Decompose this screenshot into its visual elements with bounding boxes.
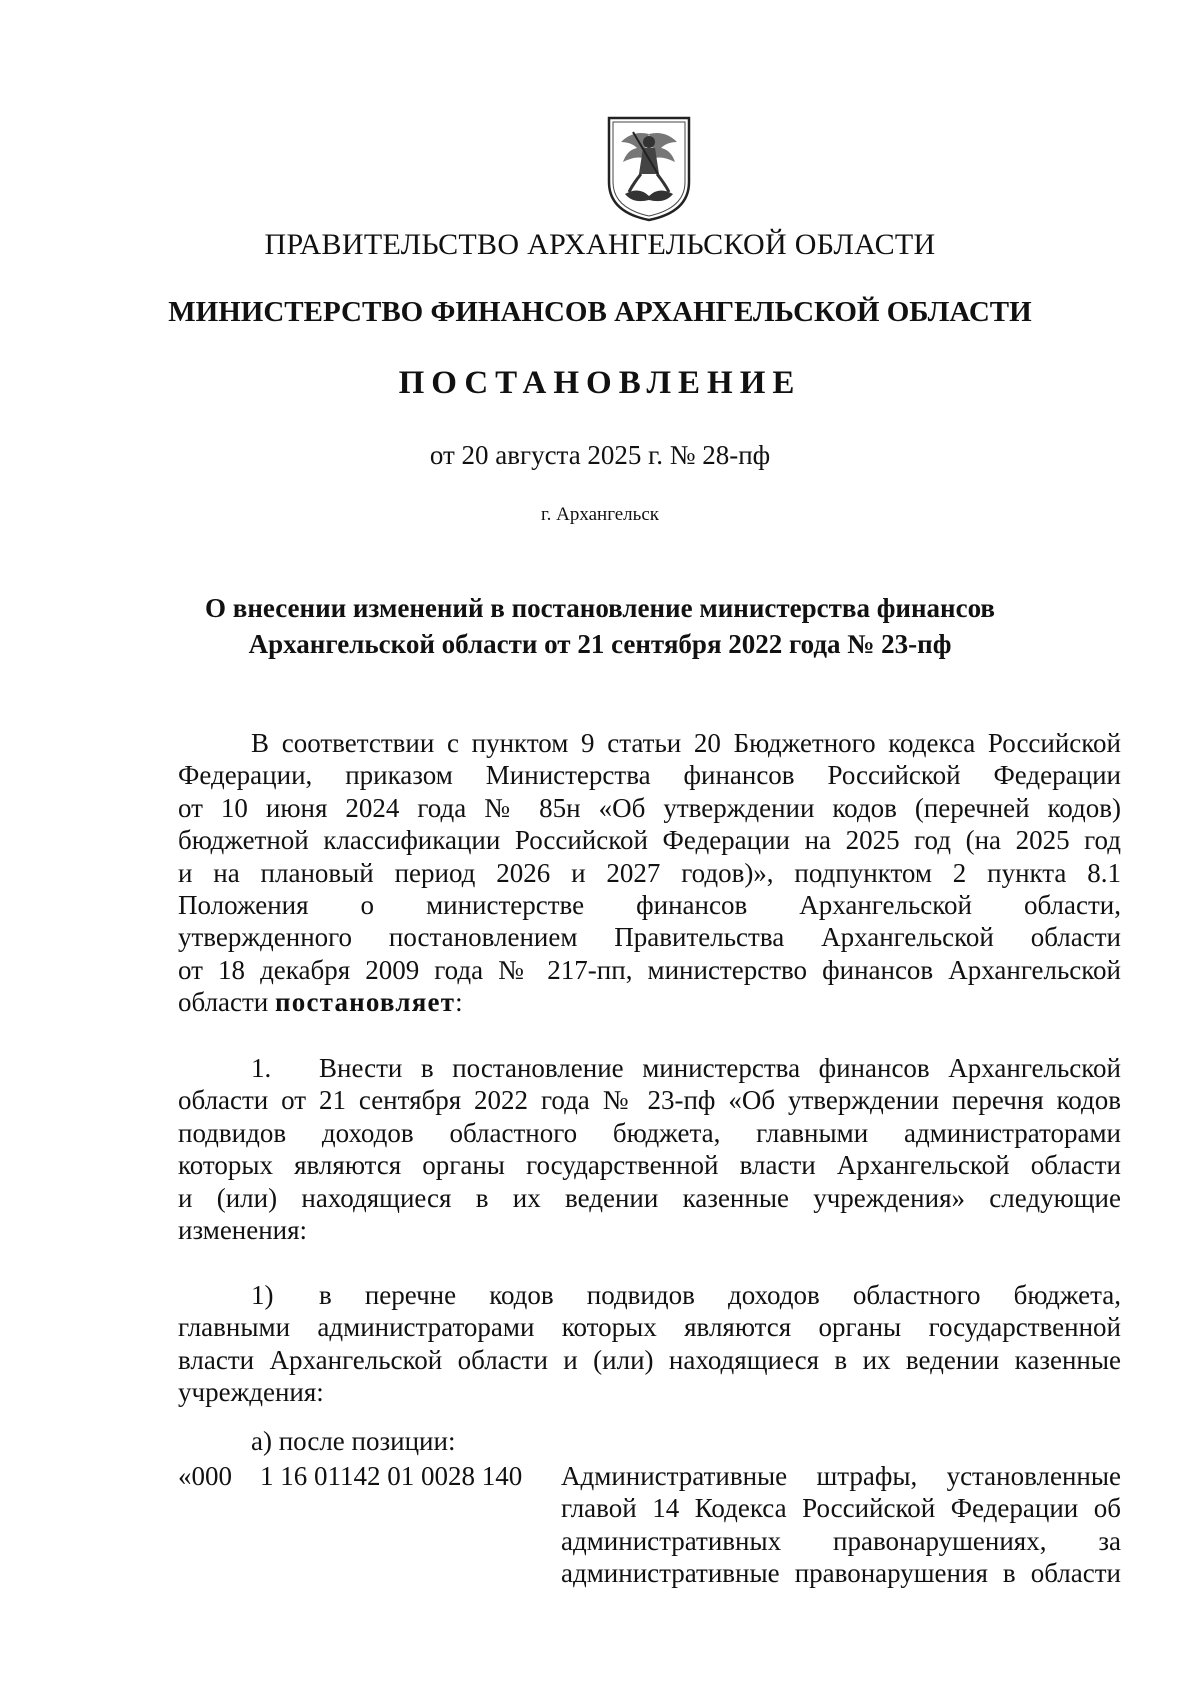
document-type-title: ПОСТАНОВЛЕНИЕ bbox=[398, 365, 802, 401]
paragraph-line: и (или) находящиеся в их ведении казенные учреждения» следующие bbox=[178, 1182, 1121, 1213]
paragraph-line: Федерации, приказом Министерства финансов Российской Федерации bbox=[178, 760, 1121, 791]
document-subject bbox=[0, 590, 1200, 662]
line-text: области bbox=[178, 987, 276, 1018]
item-number: 1) bbox=[251, 1280, 274, 1310]
subitem-a-label: а) после позиции: bbox=[251, 1426, 456, 1456]
subject-line: Архангельской области от 21 сентября 2022 года № 23-пф bbox=[248, 629, 952, 659]
document-date-number: от 20 августа 2025 г. № 28-пф bbox=[429, 440, 771, 470]
paragraph-line bbox=[178, 1052, 1121, 1084]
subject-line: О внесении изменений в постановление министерства финансов bbox=[205, 593, 995, 623]
intro-paragraph bbox=[178, 727, 1121, 1019]
paragraph-line: изменения: bbox=[178, 1214, 308, 1245]
paragraph-line: учреждения: bbox=[178, 1377, 324, 1408]
item-number: 1. bbox=[251, 1053, 272, 1083]
document-place: г. Архангельск bbox=[540, 504, 659, 525]
resolves-keyword: постановляет bbox=[275, 987, 456, 1018]
item-1-1-paragraph bbox=[178, 1279, 1121, 1409]
paragraph-line bbox=[178, 986, 1121, 1018]
paragraph-line: В соответствии с пунктом 9 статьи 20 Бюджетного кодекса Российской bbox=[251, 728, 1121, 758]
description-line: административных правонарушениях, за bbox=[561, 1525, 1121, 1556]
paragraph-line bbox=[178, 1279, 1121, 1311]
budget-code-description bbox=[561, 1460, 1121, 1590]
paragraph-line: главными администраторами которых являются органы государственной bbox=[178, 1312, 1121, 1343]
description-line: административные правонарушения в области bbox=[561, 1558, 1121, 1589]
coat-of-arms-emblem bbox=[603, 112, 695, 224]
item-1-paragraph bbox=[178, 1052, 1121, 1246]
paragraph-line: от 10 июня 2024 года № 85н «Об утверждении кодов (перечней кодов) bbox=[178, 792, 1121, 823]
government-title: ПРАВИТЕЛЬСТВО АРХАНГЕЛЬСКОЙ ОБЛАСТИ bbox=[264, 228, 936, 261]
paragraph-line: которых являются органы государственной власти Архангельской области bbox=[178, 1150, 1121, 1181]
paragraph-line: власти Архангельской области и (или) находящиеся в их ведении казенные bbox=[178, 1344, 1121, 1375]
paragraph-line: подвидов доходов областного бюджета, главными администраторами bbox=[178, 1117, 1121, 1148]
line-text: Внести в постановление министерства финансов Архангельской bbox=[319, 1053, 1121, 1083]
paragraph-line: от 18 декабря 2009 года № 217-пп, министерство финансов Архангельской bbox=[178, 954, 1121, 985]
ministry-title: МИНИСТЕРСТВО ФИНАНСОВ АРХАНГЕЛЬСКОЙ ОБЛАСТИ bbox=[168, 296, 1032, 328]
line-text: в перечне кодов подвидов доходов областного бюджета, bbox=[319, 1280, 1121, 1310]
paragraph-line: и на плановый период 2026 и 2027 годов)», подпунктом 2 пункта 8.1 bbox=[178, 857, 1121, 888]
paragraph-line: Положения о министерстве финансов Архангельской области, bbox=[178, 889, 1121, 920]
line-text: : bbox=[455, 987, 463, 1018]
description-line: главой 14 Кодекса Российской Федерации об bbox=[561, 1493, 1121, 1524]
budget-code: 1 16 01142 01 0028 140 bbox=[260, 1461, 523, 1491]
paragraph-line: утвержденного постановлением Правительства Архангельской области bbox=[178, 922, 1121, 953]
paragraph-line: бюджетной классификации Российской Федерации на 2025 год (на 2025 год bbox=[178, 825, 1121, 856]
paragraph-line: области от 21 сентября 2022 года № 23-пф «Об утверждении перечня кодов bbox=[178, 1085, 1121, 1116]
code-prefix: «000 bbox=[178, 1461, 232, 1491]
description-line: Административные штрафы, установленные bbox=[561, 1461, 1121, 1491]
budget-code-cell bbox=[178, 1460, 522, 1492]
